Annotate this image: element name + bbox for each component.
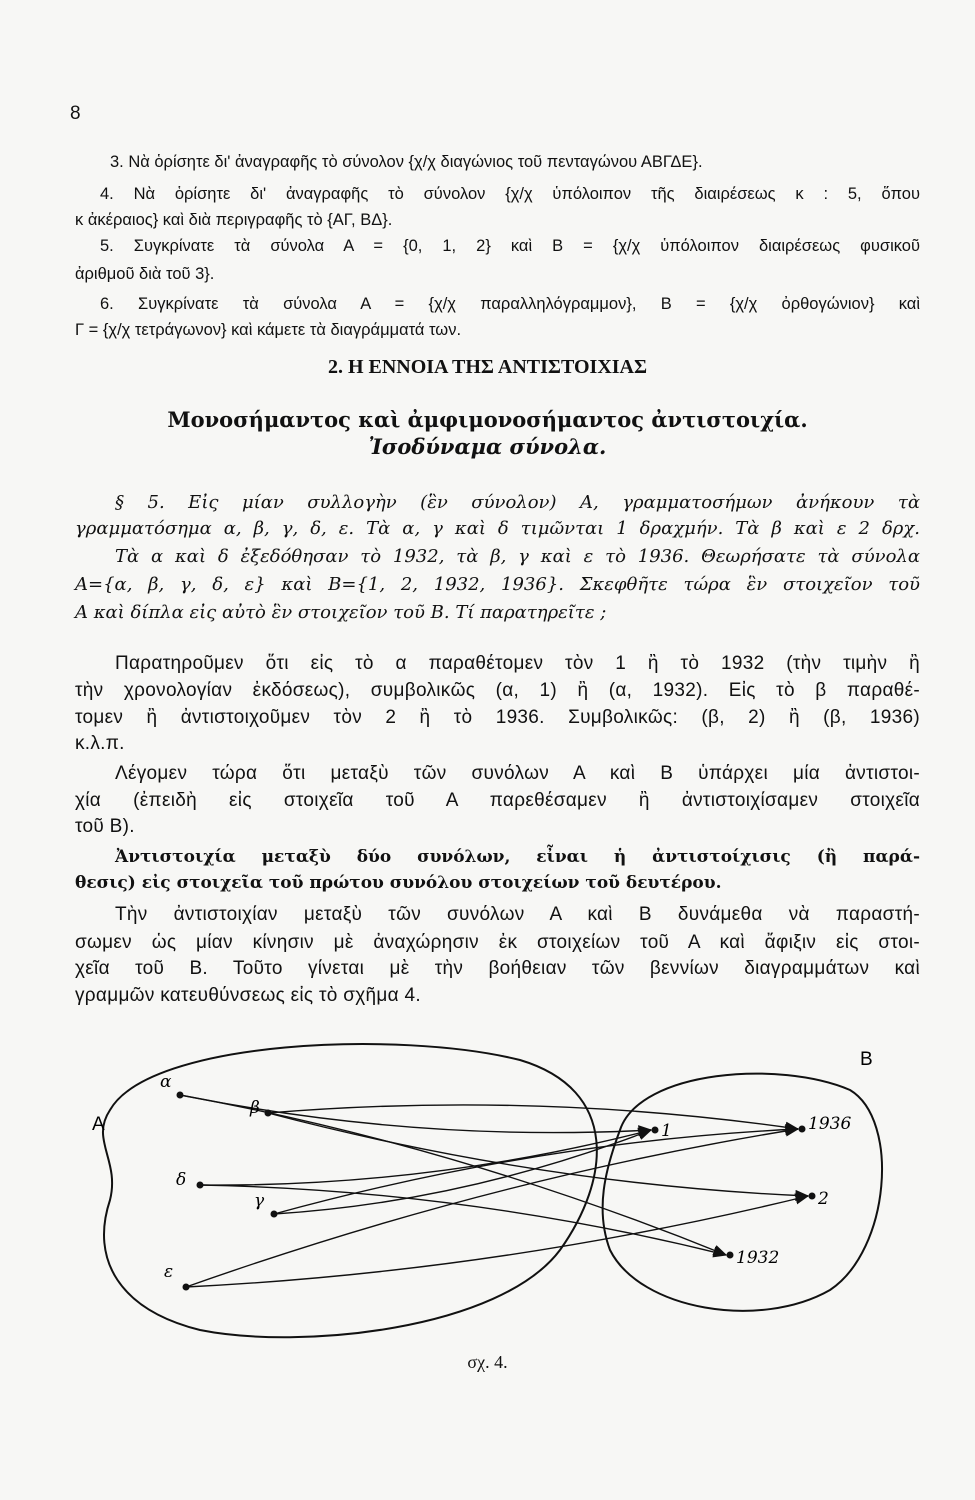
- subtitle: Μονοσήμαντος καὶ ἀμφιμονοσήμαντος ἀντιστοιχία.: [167, 407, 808, 432]
- paragraph-line: Λέγομεν τώρα ὅτι μεταξὺ τῶν συνόλων Α καὶ Β ὑπάρχει μία ἀντιστοι-: [115, 763, 920, 784]
- problem-line: γραμματόσημα α, β, γ, δ, ε. Τὰ α, γ καὶ δ τιμῶνται 1 δραχμήν. Τὰ β καὶ ε 2 δρχ.: [75, 518, 920, 539]
- paragraph-line: τὴν χρονολογίαν ἐκδόσεως), συμβολικῶς (α, 1) ἢ (α, 1932). Εἰς τὸ β παραθέ-: [75, 680, 920, 701]
- paragraph-line: τοῦ Β).: [75, 816, 135, 837]
- element-dot: [177, 1092, 184, 1099]
- exercise-5-cont: ἀριθμοῦ διὰ τοῦ 3}.: [75, 265, 215, 283]
- element-dot: [727, 1252, 734, 1259]
- paragraph-line: χία (ἐπειδὴ εἰς στοιχεῖα τοῦ Α παρεθέσαμεν ἢ ἀντιστοιχίσαμεν στοιχεῖα: [75, 790, 920, 811]
- problem-line: Α={α, β, γ, δ, ε} καὶ Β={1, 2, 1932, 1936}. Σκεφθῆτε τώρα ἓν στοιχεῖον τοῦ: [75, 574, 920, 595]
- figure-caption: σχ. 4.: [467, 1352, 508, 1372]
- definition-line: θεσις) εἰς στοιχεῖα τοῦ πρώτου συνόλου στοιχείων τοῦ δευτέρου.: [75, 873, 722, 893]
- paragraph-line: σωμεν ὡς μίαν κίνησιν μὲ ἀναχώρησιν ἐκ στοιχείων τοῦ Α καὶ ἄφιξιν εἰς στοι-: [75, 932, 920, 953]
- set-a-label: A: [92, 1114, 105, 1135]
- paragraph-line: χεῖα τοῦ Β. Τοῦτο γίνεται μὲ τὴν βοήθειαν τῶν βεννίων διαγραμμάτων καὶ: [75, 958, 920, 979]
- set-b-element-label: 1932: [736, 1248, 780, 1268]
- mapping-arrow: [200, 1185, 726, 1255]
- problem-line: § 5. Εἰς μίαν συλλογὴν (ἓν σύνολον) Α, γραμματοσήμων ἀνήκουν τὰ: [115, 492, 920, 513]
- paragraph-line: τομεν ἢ ἀντιστοιχοῦμεν τὸν 2 ἢ τὸ 1936. Συμβολικῶς: (β, 2) ἢ (β, 1936): [75, 707, 920, 728]
- element-dot: [652, 1127, 659, 1134]
- element-dot: [197, 1182, 204, 1189]
- mapping-arrow: [274, 1129, 798, 1214]
- exercise-6: 6. Συγκρίνατε τὰ σύνολα Α = {χ/χ παραλληλόγραμμον}, Β = {χ/χ ὀρθογώνιον} καὶ: [100, 295, 920, 313]
- element-dot: [809, 1193, 816, 1200]
- paragraph-line: Παρατηροῦμεν ὅτι εἰς τὸ α παραθέτομεν τὸν 1 ἢ τὸ 1932 (τὴν τιμὴν ἢ: [115, 653, 920, 674]
- section-title: 2. Η ΕΝΝΟΙΑ ΤΗΣ ΑΝΤΙΣΤΟΙΧΙΑΣ: [327, 356, 648, 378]
- paragraph-line: κ.λ.π.: [75, 733, 125, 754]
- problem-line: Α καὶ δίπλα εἰς αὐτὸ ἓν στοιχεῖον τοῦ Β. Τί παρατηρεῖτε ;: [75, 602, 607, 623]
- set-a-element-label: α: [160, 1072, 172, 1092]
- set-b-element-label: 1936: [808, 1114, 852, 1134]
- mapping-arrow: [268, 1105, 798, 1129]
- set-a-element-label: γ: [254, 1191, 265, 1211]
- problem-line: Τὰ α καὶ δ ἐξεδόθησαν τὸ 1932, τὰ β, γ καὶ ε τὸ 1936. Θεωρήσατε τὰ σύνολα: [115, 546, 920, 567]
- paragraph-line: γραμμῶν κατευθύνσεως εἰς τὸ σχῆμα 4.: [75, 985, 421, 1006]
- element-dot: [183, 1284, 190, 1291]
- element-dot: [799, 1126, 806, 1133]
- set-a-element-label: ε: [164, 1262, 174, 1282]
- mapping-arrow: [186, 1129, 798, 1287]
- set-b-label: B: [860, 1049, 873, 1070]
- exercise-4-cont: κ ἀκέραιος} καὶ διὰ περιγραφῆς τὸ {ΑΓ, ΒΔ}.: [75, 211, 393, 229]
- exercise-3: 3. Νὰ ὁρίσητε δι' ἀναγραφῆς τὸ σύνολον {χ/χ διαγώνιος τοῦ πενταγώνου ΑΒΓΔΕ}.: [110, 153, 703, 171]
- exercise-4: 4. Νὰ ὁρίσητε δι' ἀναγραφῆς τὸ σύνολον {χ/χ ὑπόλοιπον τῆς διαιρέσεως κ : 5, ὅπου: [100, 185, 920, 203]
- element-dot: [265, 1110, 272, 1117]
- paragraph-line: Τὴν ἀντιστοιχίαν μεταξὺ τῶν συνόλων Α καὶ Β δυνάμεθα νὰ παραστή-: [115, 904, 920, 925]
- subtitle-2: Ἰσοδύναμα σύνολα.: [368, 434, 607, 459]
- exercise-6-cont: Γ = {χ/χ τετράγωνον} καὶ κάμετε τὰ διαγράμματά των.: [75, 321, 462, 339]
- set-b-element-label: 1: [661, 1121, 672, 1141]
- element-dot: [271, 1211, 278, 1218]
- definition-line: Ἀντιστοιχία μεταξὺ δύο συνόλων, εἶναι ἡ ἀντιστοίχισις (ἢ παρά-: [115, 847, 920, 867]
- exercise-5: 5. Συγκρίνατε τὰ σύνολα Α = {0, 1, 2} καὶ Β = {χ/χ ὑπόλοιπον διαιρέσεως φυσικοῦ: [100, 237, 920, 255]
- page-number: 8: [70, 103, 81, 124]
- set-a-element-label: β: [250, 1098, 260, 1118]
- set-a-element-label: δ: [176, 1170, 187, 1190]
- set-a-ellipse: [103, 1044, 597, 1337]
- set-b-element-label: 2: [818, 1189, 829, 1209]
- mapping-arrow: [180, 1095, 726, 1255]
